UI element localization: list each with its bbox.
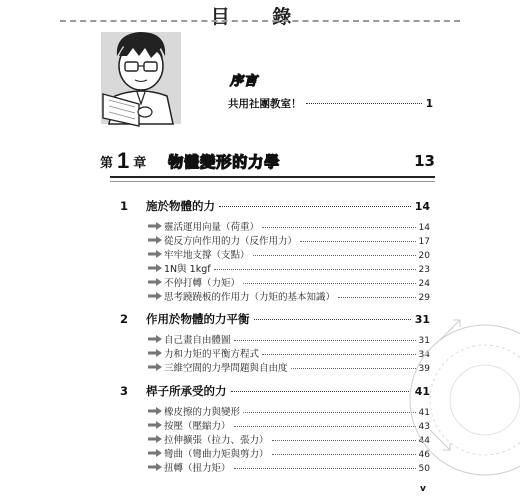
toc-subsection[interactable] — [148, 460, 430, 474]
title-divider — [60, 20, 460, 24]
subsection-title: 力和力矩的平衡方程式 — [164, 349, 260, 360]
toc-subsection[interactable] — [148, 346, 430, 360]
chapter-number: 1 — [117, 148, 130, 173]
toc-subsection[interactable] — [148, 261, 430, 275]
toc-subsection[interactable] — [148, 332, 430, 346]
section-title: 施於物體的力 — [146, 199, 215, 213]
section-page: 14 — [414, 200, 430, 213]
subsection-page: 43 — [418, 422, 430, 432]
dot-leader — [243, 283, 416, 284]
subsection-page: 44 — [418, 436, 430, 446]
arrow-right-icon — [148, 250, 162, 258]
subsection-title: 思考蹺蹺板的作用力（力矩的基本知識） — [164, 292, 336, 303]
arrow-right-icon — [148, 463, 162, 471]
toc-subsection[interactable] — [148, 275, 430, 289]
toc-subsection[interactable] — [148, 432, 430, 446]
subsection-page: 50 — [418, 464, 430, 474]
toc-subsection[interactable] — [148, 446, 430, 460]
arrow-right-icon — [148, 264, 162, 272]
dot-leader — [272, 454, 416, 455]
subsection-page: 24 — [418, 279, 430, 289]
page-number: v — [420, 484, 426, 494]
toc-subsection[interactable] — [148, 360, 430, 374]
dot-leader — [254, 319, 411, 320]
subsection-title: 不停打轉（力矩） — [164, 278, 241, 289]
reader-avatar-illustration — [95, 26, 190, 131]
chapter-prefix: 第 — [100, 155, 114, 171]
subsection-page: 23 — [418, 265, 430, 275]
dot-leader — [272, 440, 416, 441]
dot-leader — [338, 297, 416, 298]
subsection-page: 41 — [418, 408, 430, 418]
toc-subsection[interactable] — [148, 247, 430, 261]
decorative-circles — [405, 280, 520, 500]
subsection-title: 扭轉（扭力矩） — [164, 463, 231, 474]
chapter-suffix: 章 — [133, 155, 147, 171]
subsection-title: 橡皮擦的力與變形 — [164, 407, 241, 418]
arrow-right-icon — [148, 292, 162, 300]
arrow-right-icon — [148, 236, 162, 244]
section-title: 作用於物體的力平衡 — [146, 312, 250, 326]
toc-subsection[interactable] — [148, 404, 430, 418]
subsection-title: 靈活運用向量（荷重） — [164, 222, 260, 233]
toc-section[interactable] — [120, 311, 430, 327]
arrow-right-icon — [148, 435, 162, 443]
toc-section[interactable] — [120, 383, 430, 399]
chapter-page: 13 — [414, 152, 435, 170]
subsection-page: 31 — [418, 336, 430, 346]
toc-subsection[interactable] — [148, 418, 430, 432]
subsection-title: 1N與 1kgf — [164, 264, 211, 275]
section-title: 桿子所承受的力 — [146, 384, 227, 398]
subsection-page: 20 — [418, 251, 430, 261]
dot-leader — [234, 426, 416, 427]
arrow-right-icon — [148, 335, 162, 343]
arrow-right-icon — [148, 449, 162, 457]
subsection-page: 46 — [418, 450, 430, 460]
subsection-page: 14 — [418, 223, 430, 233]
arrow-right-icon — [148, 421, 162, 429]
toc-subsection[interactable] — [148, 233, 430, 247]
subsection-page: 34 — [418, 350, 430, 360]
toc-subsection[interactable] — [148, 219, 430, 233]
subsection-title: 自己畫自由體圖 — [164, 335, 231, 346]
arrow-right-icon — [148, 363, 162, 371]
toc-entry-title: 共用社團教室！ — [228, 98, 302, 110]
dot-leader — [300, 241, 416, 242]
toc-section[interactable] — [120, 198, 430, 214]
subsection-page: 29 — [418, 293, 430, 303]
subsection-title: 按壓（壓縮力） — [164, 421, 231, 432]
section-number: 3 — [120, 384, 129, 398]
subsection-title: 牢牢地支撐（支點） — [164, 250, 250, 261]
page-title: 目 錄 — [210, 6, 310, 28]
section-page: 41 — [414, 385, 430, 398]
toc-subsection[interactable] — [148, 289, 430, 303]
subsection-page: 39 — [418, 364, 430, 374]
preface-heading: 序言 — [230, 74, 259, 89]
dot-leader — [262, 354, 416, 355]
dot-leader — [262, 227, 416, 228]
dot-leader — [234, 468, 416, 469]
dot-leader — [219, 206, 411, 207]
arrow-right-icon — [148, 407, 162, 415]
section-number: 1 — [120, 199, 129, 213]
chapter-divider — [110, 176, 435, 182]
subsection-title: 彎曲（彎曲力矩與剪力） — [164, 449, 269, 460]
dot-leader — [306, 103, 422, 104]
dot-leader — [231, 391, 411, 392]
section-page: 31 — [414, 313, 430, 326]
arrow-right-icon — [148, 278, 162, 286]
toc-entry-page: 1 — [425, 98, 433, 110]
dot-leader — [214, 269, 416, 270]
arrow-right-icon — [148, 349, 162, 357]
chapter-title: 物體變形的力學 — [168, 152, 281, 171]
dot-leader — [234, 340, 416, 341]
dot-leader — [291, 368, 416, 369]
subsection-title: 拉伸擴張（拉力、張力） — [164, 435, 269, 446]
dot-leader — [253, 255, 416, 256]
subsection-title: 從反方向作用的力（反作用力） — [164, 236, 298, 247]
subsection-title: 三維空間的力學問題與自由度 — [164, 363, 288, 374]
section-number: 2 — [120, 312, 129, 326]
arrow-right-icon — [148, 222, 162, 230]
dot-leader — [243, 412, 416, 413]
subsection-page: 17 — [418, 237, 430, 247]
toc-entry-preface[interactable] — [228, 96, 433, 111]
chapter-heading[interactable] — [100, 150, 435, 172]
